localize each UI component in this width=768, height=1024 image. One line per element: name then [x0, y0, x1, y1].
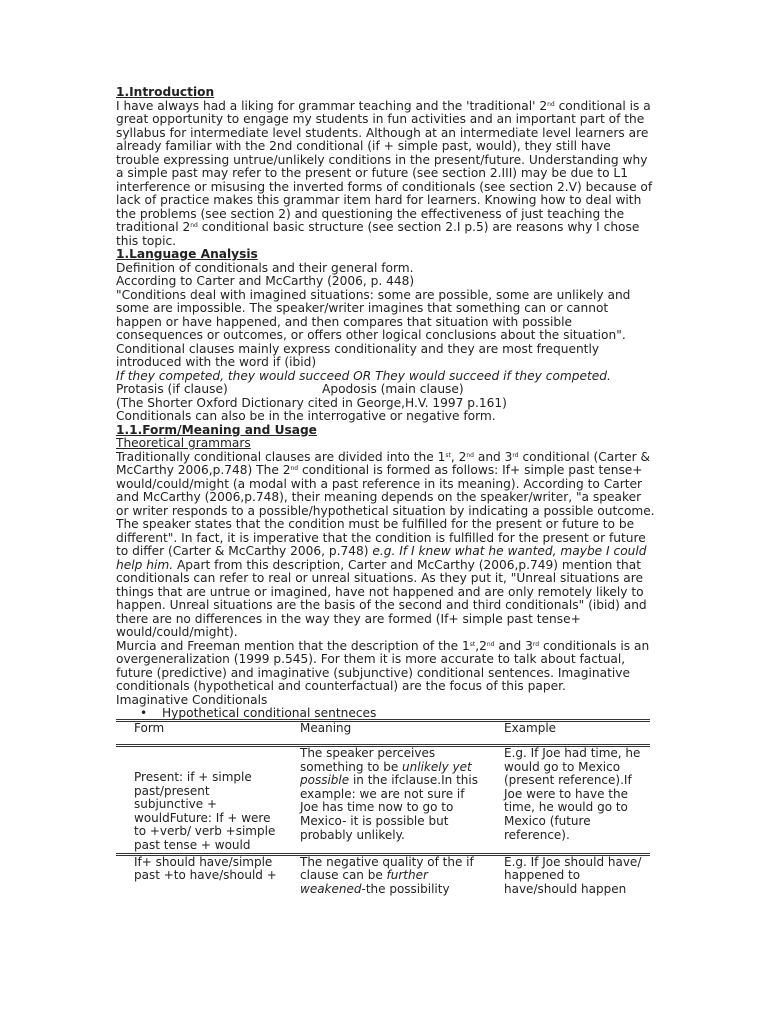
theoretical-grammars-subheading: Theoretical grammars — [116, 436, 251, 450]
document-body — [116, 86, 656, 721]
row1-meaning: The speaker perceives something to be unlikely yet possible in the ifclause.In this example: we are not sure if Joe has time now to go to Mexico- it is possible but probably unlikely. — [300, 746, 478, 842]
form-meaning-heading: 1.1.Form/Meaning and Usage — [116, 422, 317, 437]
definition-line: Definition of conditionals and their general form. — [116, 260, 414, 275]
source-citation: (The Shorter Oxford Dictionary cited in George,H.V. 1997 p.161) — [116, 395, 507, 410]
example-sentence: If they competed, they would succeed OR They would succeed if they competed. — [116, 368, 611, 383]
row2-example: E.g. If Joe should have/ happened to have/should happen — [504, 854, 642, 896]
according-line: According to Carter and McCarthy (2006, p. 448) — [116, 274, 415, 288]
protasis-label: Protasis (if clause) — [116, 382, 228, 396]
clause-labels — [116, 383, 656, 397]
interrogative-negative-text: Conditionals can also be in the interrogative or negative form. — [116, 409, 496, 423]
definition-quote: "Conditions deal with imagined situations: some are possible, some are unlikely and some are impossible. The speaker/writer imagines that something can or cannot happen or have happened, and then compares that situation with possible consequences or outcomes, or offers other logical conclusions about the situation". — [116, 287, 631, 342]
row2-form: If+ should have/simple past +to have/should + — [134, 854, 277, 883]
header-meaning: Meaning — [300, 721, 352, 735]
table-header-row — [116, 721, 650, 746]
row2-meaning: The negative quality of the if clause can be further weakened-the possibility — [300, 854, 474, 896]
conditional-clauses-text: Conditional clauses mainly express conditionality and they are most frequently introduced with the word if (ibid) — [116, 341, 600, 369]
bullet-hypothetical: • Hypothetical conditional sentneces — [116, 707, 656, 721]
apodosis-label: Apodosis (main clause) — [322, 382, 464, 396]
murcia-freeman-paragraph: Murcia and Freeman mention that the description of the 1st,2nd and 3rd conditionals is an overgeneralization (1999 p.545). For them it is more accurate to talk about factual, future (predictive) and imaginative (subjunctive) conditional sentences. Imaginative conditionals (hypothetical and counterfactual) are the focus of this paper. — [116, 638, 650, 693]
introduction-heading: 1.Introduction — [116, 85, 215, 99]
header-form: Form — [134, 721, 165, 735]
introduction-paragraph: I have always had a liking for grammar teaching and the 'traditional' 2nd conditional is a great opportunity to engage my students in fun activities and an important part of the syllabus for intermediate level students. Although at an intermediate level learners are already familiar with the 2nd conditional (if + simple past, would), they still have trouble expressing untrue/unlikely conditions in the present/future. Understanding why a simple past may refer to the present or future (see section 2.III) may be due to L1 interference or misusing the inverted forms of conditionals (see section 2.V) because of lack of practice makes this grammar item hard for learners. Knowing how to deal with the problems (see section 2) and questioning the effectiveness of just teaching the traditional 2nd conditional basic structure (see section 2.I p.5) are reasons why I chose this topic. — [116, 98, 653, 248]
header-example: Example — [504, 721, 557, 735]
imaginative-conditionals-label: Imaginative Conditionals — [116, 692, 268, 707]
traditional-conditionals-paragraph: Traditionally conditional clauses are divided into the 1st, 2nd and 3rd conditional (Carter & McCarthy 2006,p.748) The 2nd conditional is formed as follows: If+ simple past tense+ would/could/might (a modal with a past reference in its meaning). According to Carter and McCarthy (2006,p.748), their meaning depends on the speaker/writer, "a speaker or writer responds to a possible/hypothetical situation by indicating a possible outcome. The speaker states that the condition must be fulfilled for the present or future to be different". In fact, it is imperative that the condition is fulfilled for the present or future to differ (Carter & McCarthy 2006, p.748) e.g. If I knew what he wanted, maybe I could help him. Apart from this description, Carter and McCarthy (2006,p.749) mention that conditionals can refer to real or unreal situations. As they put it, "Unreal situations are things that are untrue or imagined, have not happened and are only remotely likely to happen. Unreal situations are the basis of the second and third conditionals" (ibid) and there are no differences in the way they are formed (If+ simple past tense+ would/could/might). — [116, 449, 655, 639]
row1-example: E.g. If Joe had time, he would go to Mexico (present reference).If Joe were to have the time, he would go to Mexico (future reference). — [504, 746, 641, 842]
row1-form: Present: if + simple past/present subjunctive + wouldFuture: If + were to +verb/ verb +simple past tense + would — [134, 770, 276, 852]
table-row — [116, 746, 650, 855]
language-analysis-heading: 1.Language Analysis — [116, 247, 258, 261]
table-row — [116, 854, 650, 896]
conditionals-table — [116, 719, 650, 896]
